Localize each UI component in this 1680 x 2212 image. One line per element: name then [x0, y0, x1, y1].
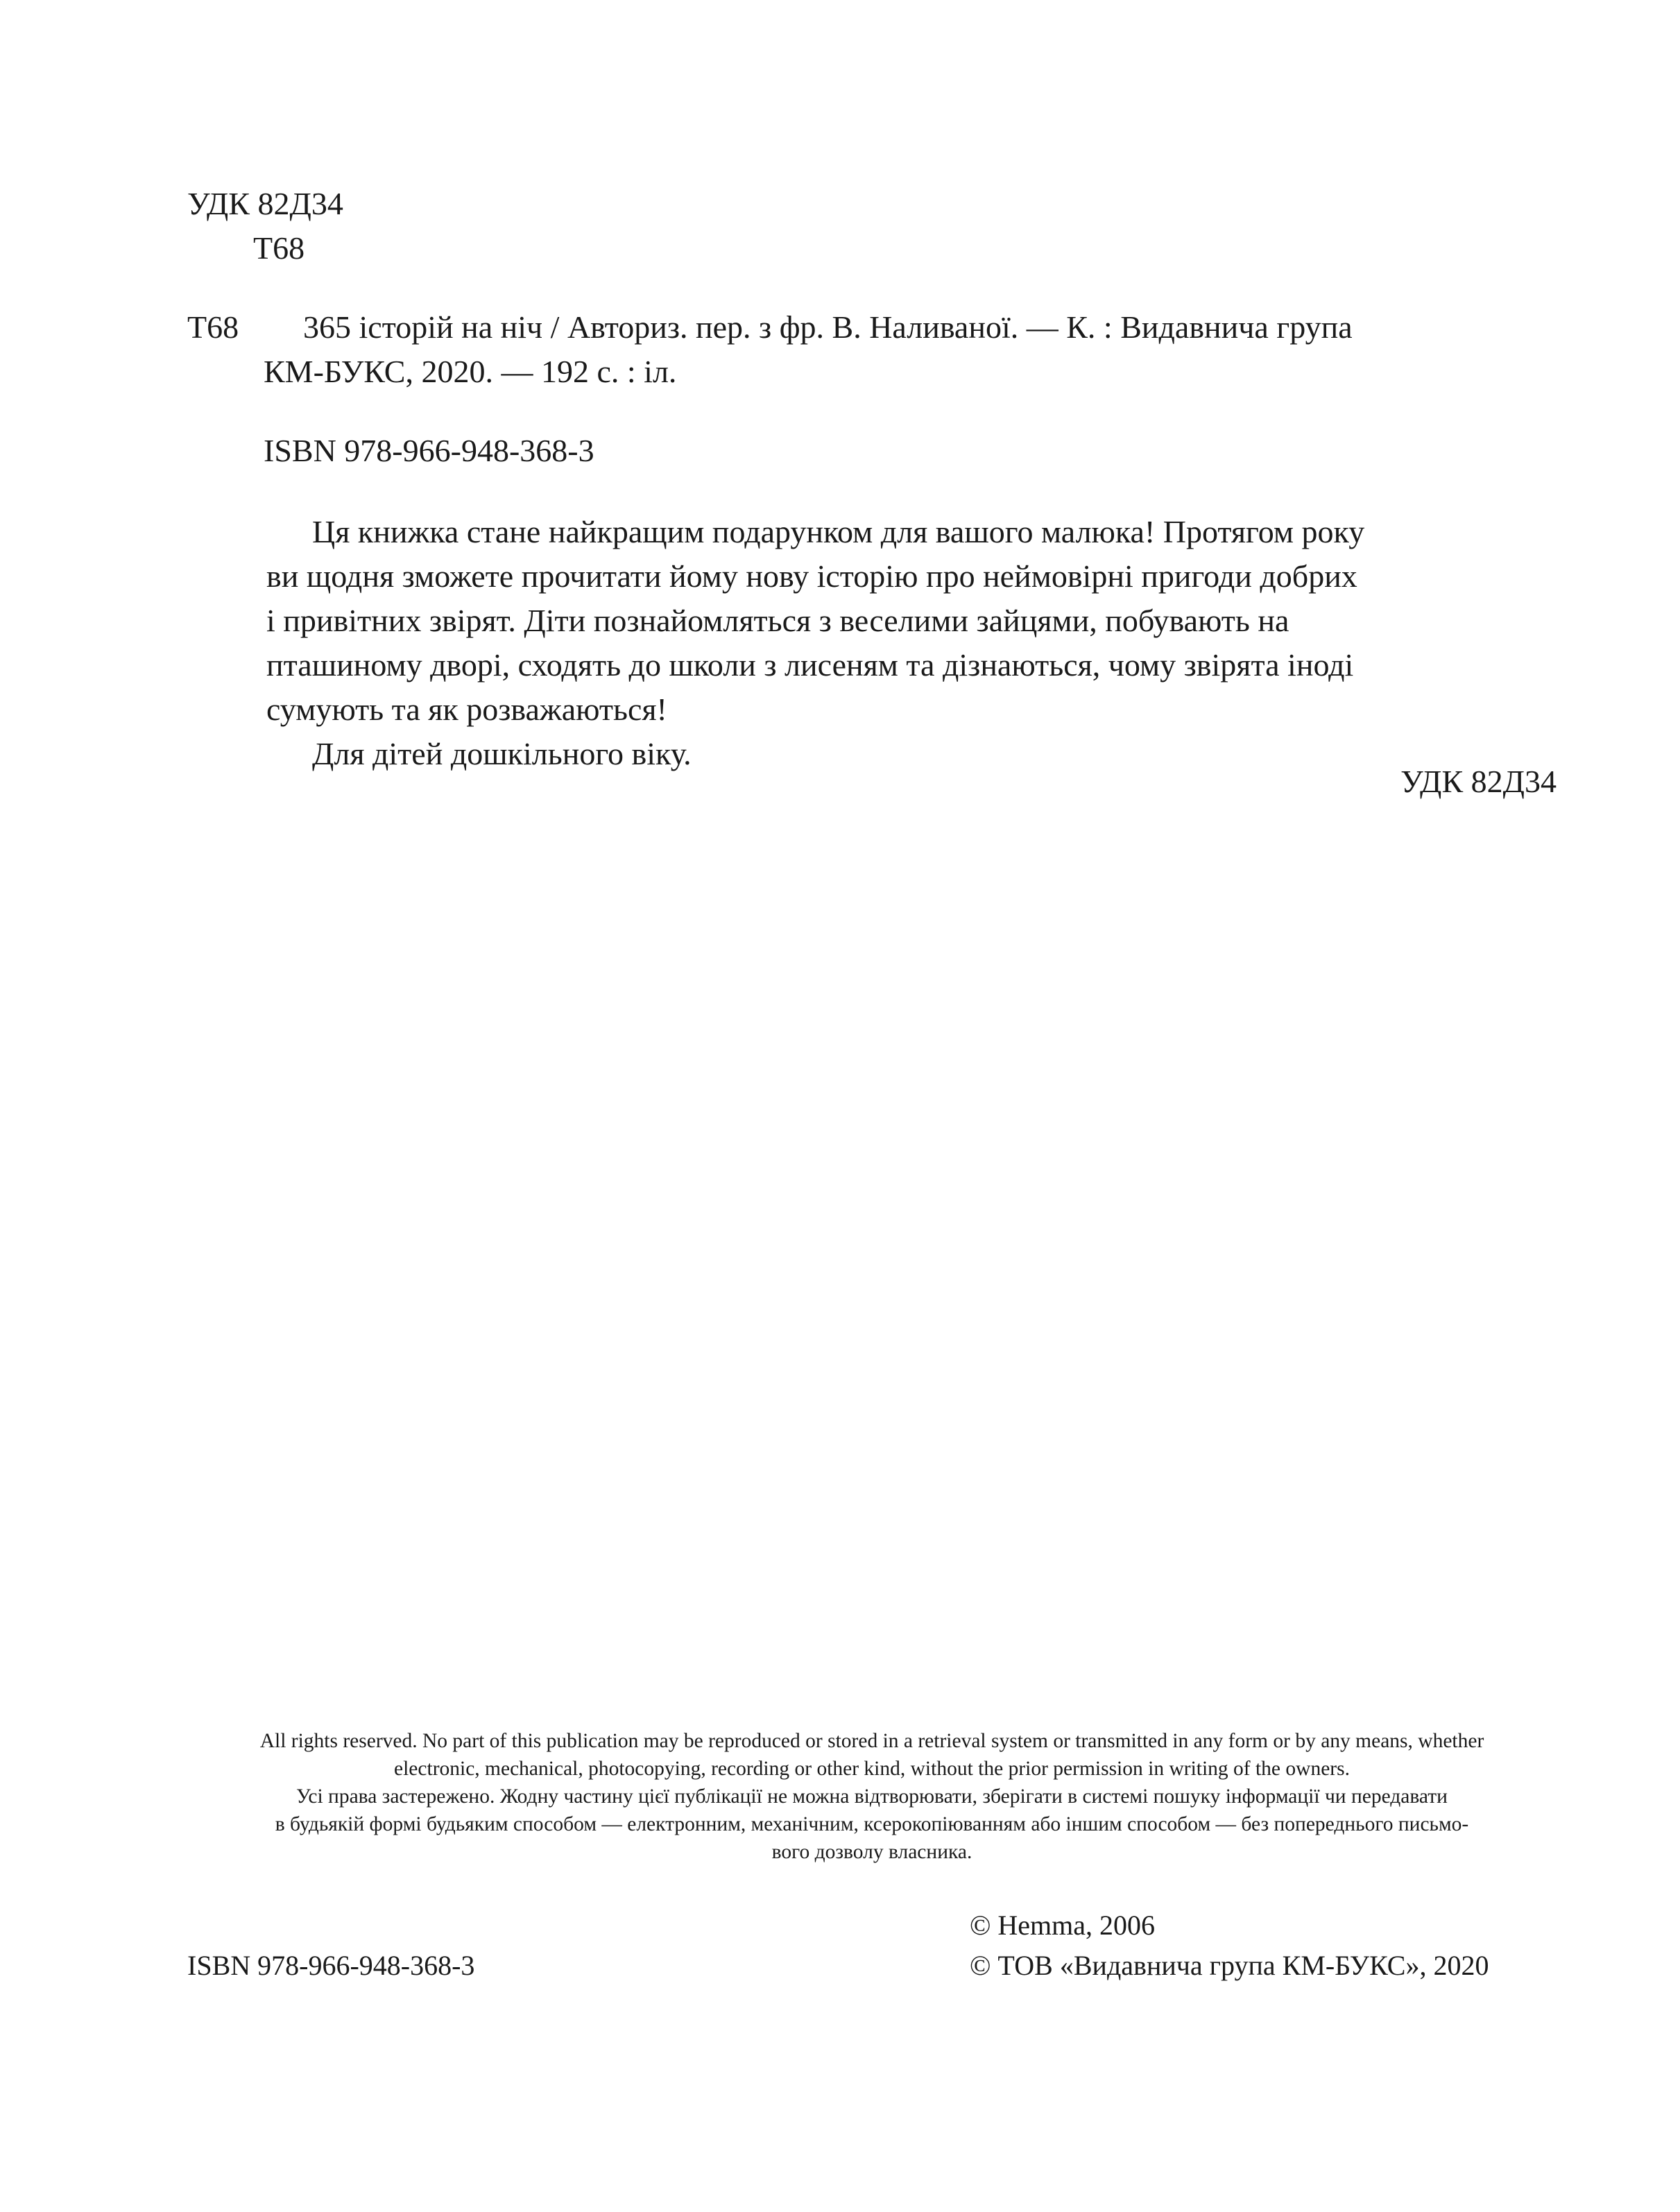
copyright-original: © Hemma, 2006: [970, 1910, 1156, 1941]
rights-notice: [187, 1727, 1557, 1866]
author-code: Т68: [253, 230, 305, 266]
udk-code: УДК 82Д34: [187, 186, 343, 221]
isbn-main: ISBN 978-966-948-368-3: [264, 433, 594, 468]
annotation-line: і привітних звірят. Діти познайомляться з веселими зайцями, побувають на: [266, 603, 1289, 638]
annotation: [266, 510, 1558, 776]
annotation-line: сумують та як розважаються!: [266, 692, 667, 727]
isbn-footer: ISBN 978-966-948-368-3: [187, 1950, 475, 1981]
copyright-publisher: © ТОВ «Видавнича група КМ-БУКС», 2020: [970, 1950, 1489, 1981]
bibliographic-description-line-2: КМ-БУКС, 2020. — 192 с. : іл.: [264, 354, 677, 389]
rights-line: electronic, mechanical, photocopying, recording or other kind, without the prior permission in writing of the owners.: [394, 1758, 1350, 1780]
annotation-line: пташиному дворі, сходять до школи з лисеням та дізнаються, чому звірята іноді: [266, 647, 1354, 683]
bibliographic-description-line-1: 365 історій на ніч / Авториз. пер. з фр. В. Наливаної. — К. : Видавнича група: [303, 309, 1353, 345]
rights-line: в будьякій формі будьяким способом — електронним, механічним, ксерокопіюванням або іншим способом — без попереднього письмо-: [275, 1813, 1469, 1835]
bibliographic-author-code: Т68: [187, 309, 239, 345]
annotation-line: ви щодня зможете прочитати йому нову історію про неймовірні пригоди добрих: [266, 558, 1357, 594]
audience-note: Для дітей дошкільного віку.: [312, 736, 692, 771]
udk-code-right: УДК 82Д34: [1400, 764, 1557, 799]
rights-line: All rights reserved. No part of this publication may be reproduced or stored in a retrieval system or transmitted in any form or by any means, whether: [259, 1730, 1484, 1752]
annotation-line: Ця книжка стане найкращим подарунком для вашого малюка! Протягом року: [312, 514, 1365, 549]
rights-line: Усі права застережено. Жодну частину цієї публікації не можна відтворювати, зберігати в системі пошуку інформації чи передавати: [296, 1785, 1448, 1808]
rights-line: вого дозволу власника.: [771, 1841, 972, 1863]
